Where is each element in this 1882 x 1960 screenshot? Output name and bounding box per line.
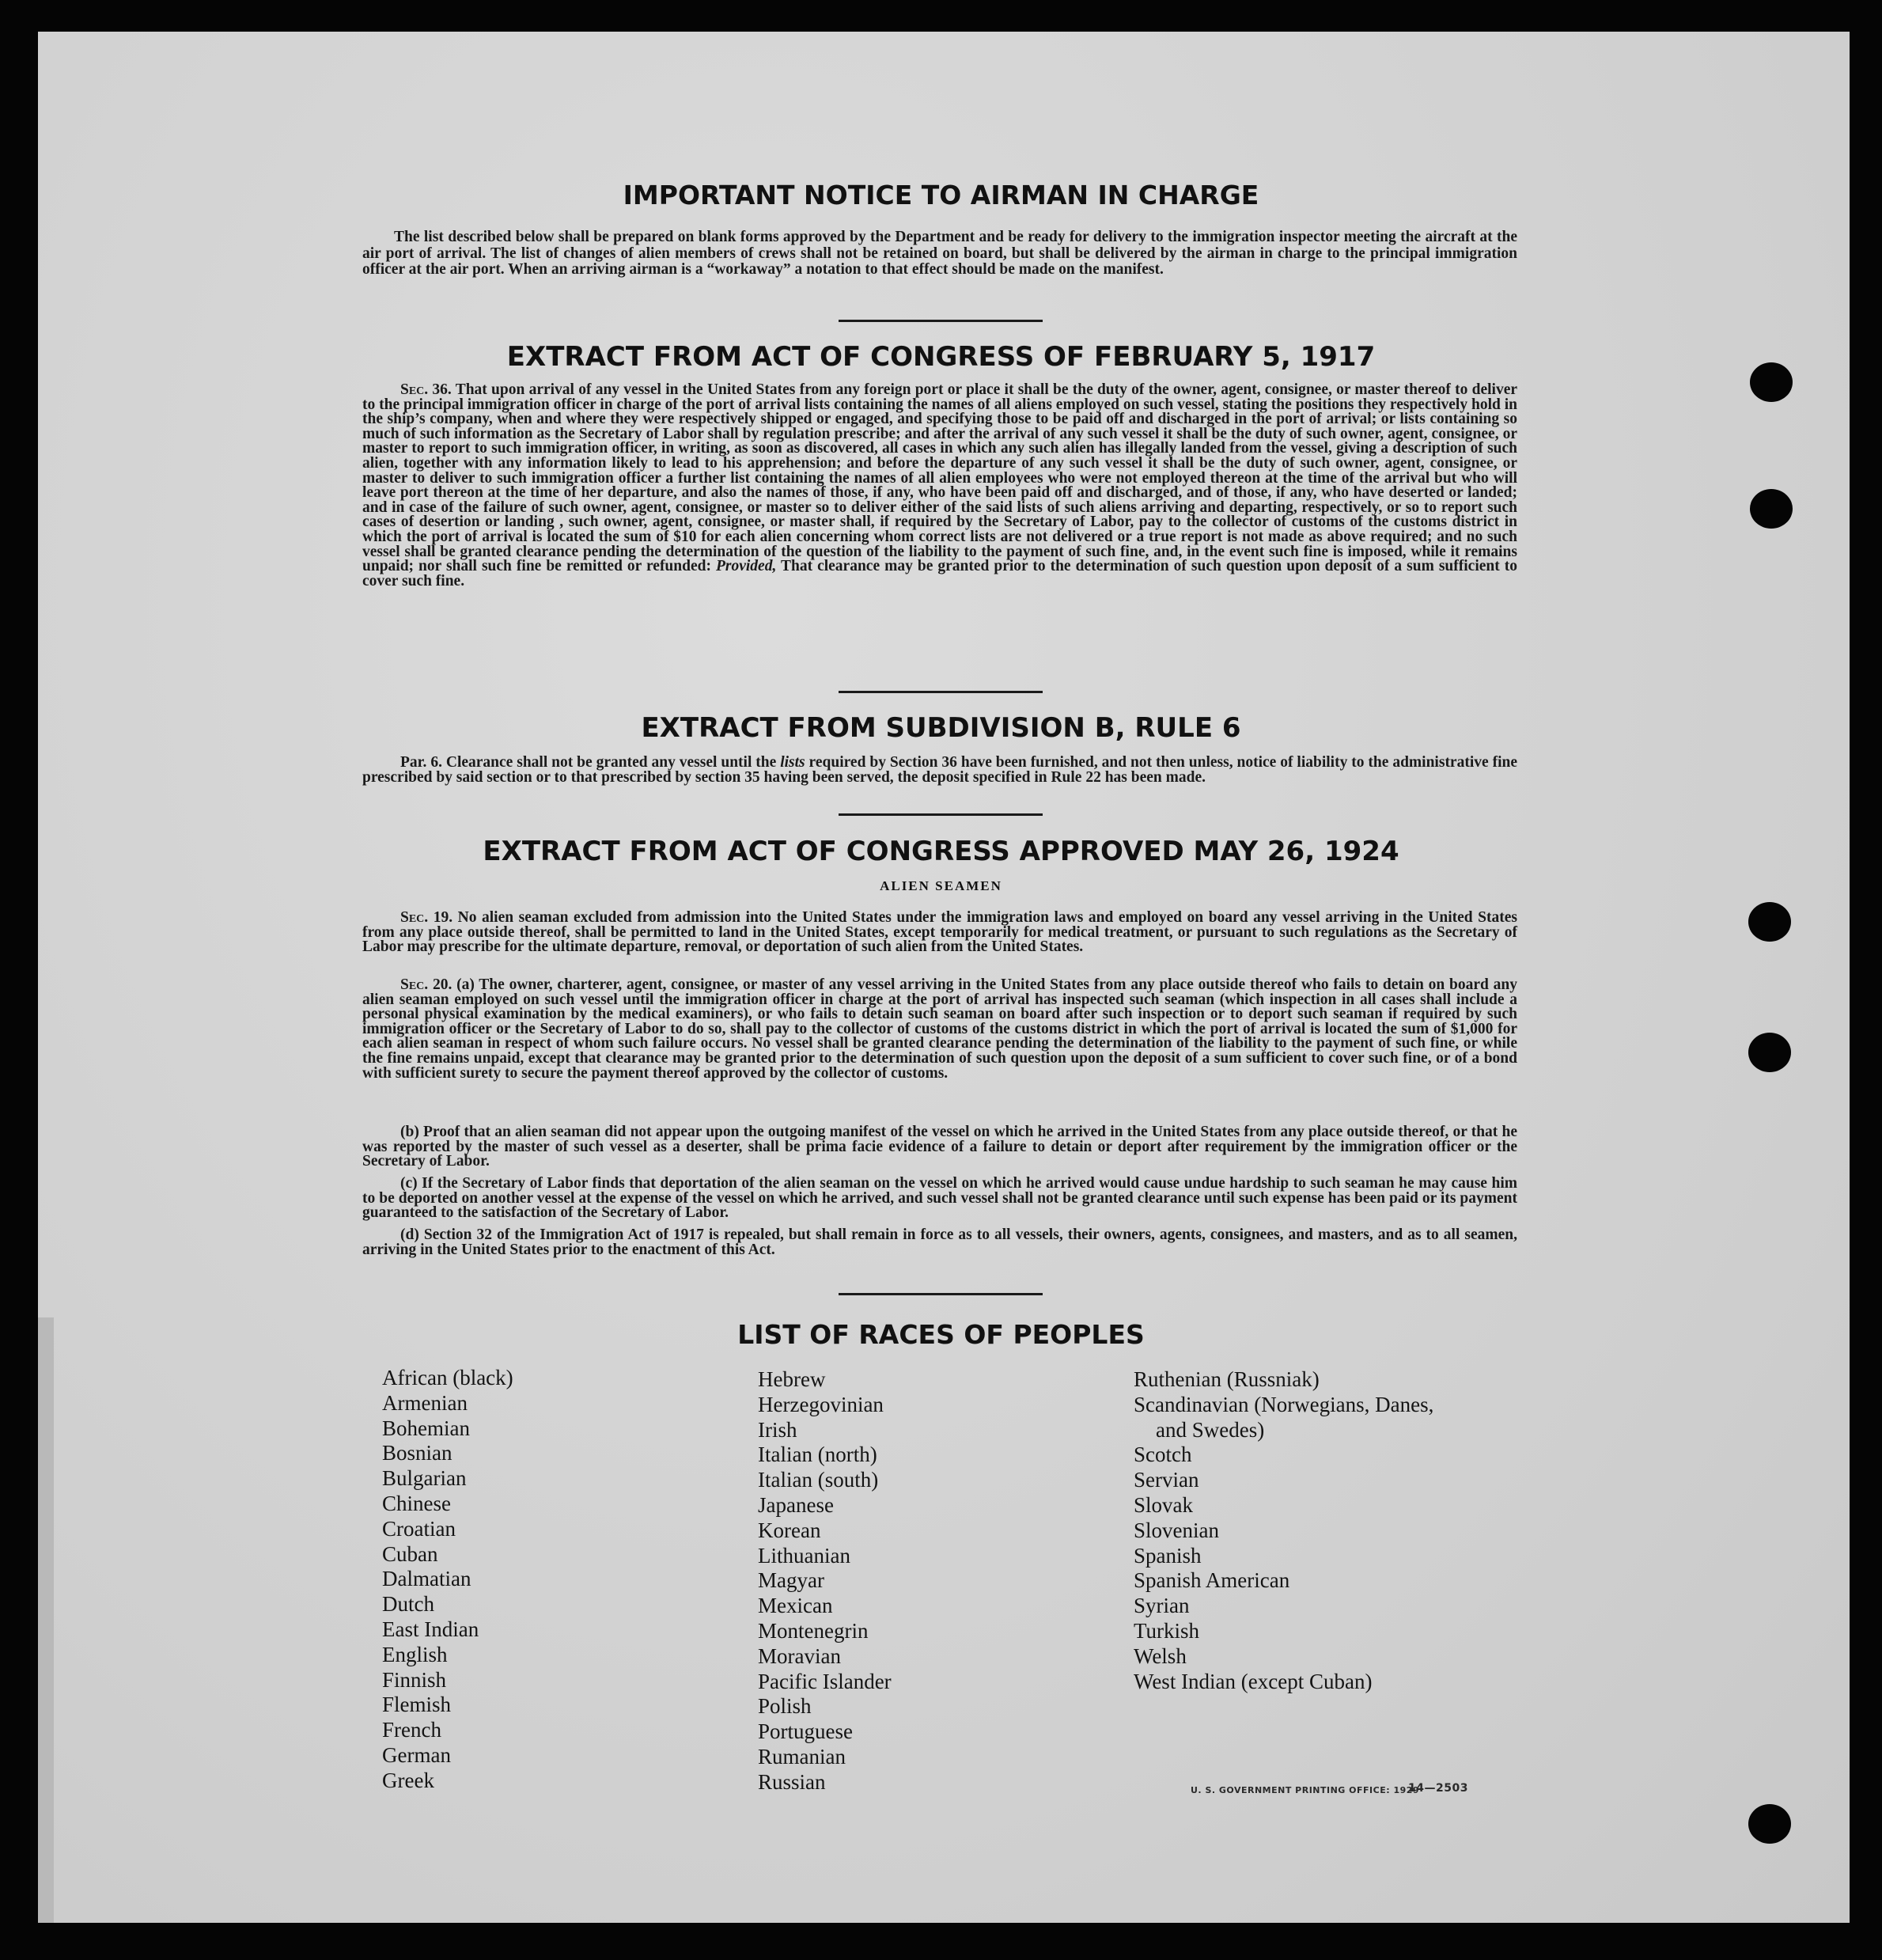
binder-hole [1750, 489, 1793, 529]
binder-hole [1748, 1033, 1791, 1072]
race-item: Chinese [382, 1491, 451, 1515]
race-item: Welsh [1134, 1643, 1187, 1668]
race-item: Herzegovinian [758, 1392, 884, 1416]
race-item: Italian (north) [758, 1443, 877, 1467]
race-item: Spanish American [1134, 1568, 1290, 1593]
race-item: Armenian [382, 1390, 468, 1415]
race-item: Flemish [382, 1693, 452, 1717]
race-item: Slovenian [1134, 1518, 1219, 1542]
race-item: Spanish [1134, 1543, 1202, 1568]
race-item: Polish [758, 1694, 812, 1719]
sec-19-text: No alien seaman excluded from admission into the United States under the immigration laws and employed on board any vessel arriving in the United States from any place outside thereof, shall be permitted to land in the United States, except temporarily for medical treatment, or pursuant to such regulations as the Secretary of Labor may prescribe for the ultimate departure, removal, or deportation of such alien from the United States. [362, 909, 1517, 956]
act-1924-title: EXTRACT FROM ACT OF CONGRESS APPROVED MAY 26, 1924 [483, 836, 1399, 867]
race-item: Pacific Islander [758, 1669, 892, 1693]
race-item: African (black) [382, 1366, 513, 1389]
act-1924-sec20c: (c) If the Secretary of Labor finds that deportation of the alien seaman on the vessel on which he arrived would cause undue hardship to such seaman he may cause him to be deported on another vessel at the expense of the vessel on which he arrived, and such vessel shall not be granted clearance until such expense has been paid or its payment guaranteed to the satisfaction of the Secretary of Labor. [362, 1175, 1517, 1222]
section-divider [839, 1293, 1043, 1295]
race-item: Bosnian [382, 1441, 453, 1465]
race-item: East Indian [382, 1617, 479, 1641]
races-column-1 [382, 1366, 513, 1794]
race-item: Dutch [382, 1592, 434, 1617]
races-column-3 [1134, 1367, 1433, 1694]
section-divider [839, 691, 1043, 693]
race-item: Korean [758, 1518, 821, 1542]
act-1917-sec36 [362, 383, 1517, 589]
race-item: Portuguese [758, 1719, 853, 1744]
sec-19-label: Sec. 19. [400, 909, 453, 926]
lists-word: lists [780, 754, 805, 771]
sec-36-label: Sec. 36. [400, 381, 452, 398]
race-item: and Swedes) [1156, 1417, 1265, 1442]
act-1924-sec20b: (b) Proof that an alien seaman did not appear upon the outgoing manifest of the vessel on which he arrived in the United States from any place outside thereof, or that he was reported by the master of such vessel as a deserter, shall be prima facie evidence of a failure to detain or deport after requirement by the immigration officer or the Secretary of Labor. [362, 1124, 1517, 1170]
race-item: Turkish [1134, 1618, 1200, 1643]
race-item: French [382, 1718, 441, 1742]
race-item: Servian [1134, 1468, 1199, 1492]
race-item: Cuban [382, 1541, 438, 1566]
notice-text: The list described below shall be prepared on blank forms approved by the Department and be ready for delivery to the immigration inspector meeting the aircraft at the air port of arrival. The list of changes of alien members of crews shall not be retained on board, but shall be delivered by the airman in charge to the principal immigration officer at the air port. When an arriving airman is a “workaway” a notation to that effect should be made on the manifest. [362, 229, 1517, 278]
rule-6-text-a: Par. 6. Clearance shall not be granted any vessel until the [400, 754, 781, 771]
page-fold-edge [38, 1317, 54, 1923]
sec-20a-text: (a) The owner, charterer, agent, consignee, or master of any vessel arriving in the United States from any place outside thereof who fails to detain on board any alien seaman employed on such vessel until the immigration officer in charge at the port of arrival has inspected such seaman (which inspection in all cases shall include a personal physical examination by the medical examiners), or who fails to detain such seaman on board after such inspection or to deport such seaman if required by such immigration officer or the Secretary of Labor to do so, shall pay to the collector of customs of the customs district in which the port of arrival is located the sum of $1,000 for each alien seaman in respect of whom such failure occurs. No vessel shall be granted clearance pending the determination of the liability to the payment of such fine, or while the fine remains unpaid, except that clearance may be granted prior to the determination of such question upon the deposit of a sum sufficient to cover such fine, or of a bond with sufficient surety to secure the payment thereof approved by the collector of customs. [362, 976, 1518, 1082]
act-1924-sec19 [362, 911, 1517, 955]
binder-hole [1748, 902, 1791, 942]
race-item: Bohemian [382, 1416, 470, 1440]
race-item: Rumanian [758, 1744, 846, 1769]
act-1924-sec20a [362, 978, 1517, 1081]
race-item: Dalmatian [382, 1567, 471, 1591]
act-1917-title: EXTRACT FROM ACT OF CONGRESS OF FEBRUARY 5, 1917 [506, 341, 1376, 373]
race-item: West Indian (except Cuban) [1134, 1669, 1373, 1693]
race-item: Croatian [382, 1516, 456, 1541]
race-item: Finnish [382, 1667, 447, 1692]
race-item: German [382, 1742, 451, 1767]
race-item: Scotch [1134, 1443, 1192, 1467]
race-item: Scandinavian (Norwegians, Danes, [1134, 1392, 1434, 1416]
notice-title: IMPORTANT NOTICE TO AIRMAN IN CHARGE [623, 180, 1259, 210]
race-item: Bulgarian [382, 1466, 467, 1491]
section-divider [839, 320, 1043, 322]
sec-36-text: That upon arrival of any vessel in the United States from any foreign port or place it shall be the duty of the owner, agent, consignee, or master thereof to deliver to the principal immigration officer in charge of the port of arrival lists containing the names of all aliens employed on such vessel, stating the positions they respectively hold in the ship’s company, when and where they were respectively shipped or engaged, and specifying those to be paid off and discharged in the port of arrival; or lists containing so much of such information as the Secretary of Labor shall by regulation prescribe; and after the arrival of any such vessel it shall be the duty of such owner, agent, consignee, or master to report to such immigration officer, in writing, as soon as discovered, all cases in which any such alien has illegally landed from the vessel, giving a description of such alien, together with any information likely to lead to his apprehension; and before the departure of any such vessel it shall be the duty of such owner, agent, consignee, or master to deliver to such immigration officer a further list containing the names of all alien employees who were not employed thereon at the time of the arrival but who will leave port thereon at the time of her departure, and also the names of those, if any, who have been paid off and discharged, and of those, if any, who have deserted or landed; and in case of the failure of such owner, agent, consignee, or master so to deliver either of the said lists of such aliens arriving and departing, respectively, or so to report such cases of desertion or landing , such owner, agent, consignee, or master shall, if required by the Secretary of Labor, pay to the collector of customs of the customs district in which the port of arrival is located the sum of $10 for each alien concerning whom correct lists are not delivered or a true report is not made as above required; and no such vessel shall be granted clearance pending the determination of the question of the liability to the payment of such fine, and, in the event such fine is imposed, while it remains unpaid; nor shall such fine be remitted or refunded: [362, 381, 1518, 575]
race-item: Syrian [1134, 1594, 1190, 1618]
races-column-2 [758, 1367, 892, 1795]
rule-6-text [362, 756, 1517, 785]
races-title: LIST OF RACES OF PEOPLES [737, 1319, 1145, 1350]
race-item: Italian (south) [758, 1468, 879, 1492]
form-number: 14—2503 [1408, 1782, 1468, 1795]
race-item: Slovak [1134, 1492, 1194, 1517]
sec-36-text-end: That clearance may be granted prior to the determination of such question upon deposit of a sum sufficient to cover such fine. [362, 558, 1517, 590]
race-item: Ruthenian (Russniak) [1134, 1367, 1320, 1391]
sec-20-label: Sec. 20. [400, 976, 453, 993]
race-item: Moravian [758, 1643, 841, 1668]
binder-hole [1748, 1804, 1791, 1844]
section-divider [839, 813, 1043, 816]
race-item: Hebrew [758, 1367, 826, 1391]
race-item: Irish [758, 1417, 797, 1442]
race-item: Mexican [758, 1594, 833, 1618]
alien-seamen-subtitle: ALIEN SEAMEN [880, 878, 1002, 893]
rule-6-title: EXTRACT FROM SUBDIVISION B, RULE 6 [641, 712, 1241, 744]
race-item: English [382, 1642, 448, 1666]
race-item: Greek [382, 1768, 434, 1792]
race-item: Russian [758, 1769, 826, 1794]
rule-6-text-b: required by Section 36 have been furnished, and not then unless, notice of liability to the administrative fine prescribed by said section or to that prescribed by section 35 having been served, the deposit specified in Rule 22 has been made. [362, 754, 1517, 786]
race-item: Montenegrin [758, 1618, 869, 1643]
race-item: Lithuanian [758, 1543, 850, 1568]
act-1924-sec20d: (d) Section 32 of the Immigration Act of 1917 is repealed, but shall remain in force as to all vessels, their owners, agents, consignees, and masters, and as to all seamen, arriving in the United States prior to the enactment of this Act. [362, 1226, 1517, 1258]
race-item: Japanese [758, 1492, 834, 1517]
printing-office-imprint: U. S. GOVERNMENT PRINTING OFFICE: 1929 [1191, 1785, 1420, 1795]
race-item: Magyar [758, 1568, 824, 1593]
provided-word: Provided, [715, 558, 777, 575]
